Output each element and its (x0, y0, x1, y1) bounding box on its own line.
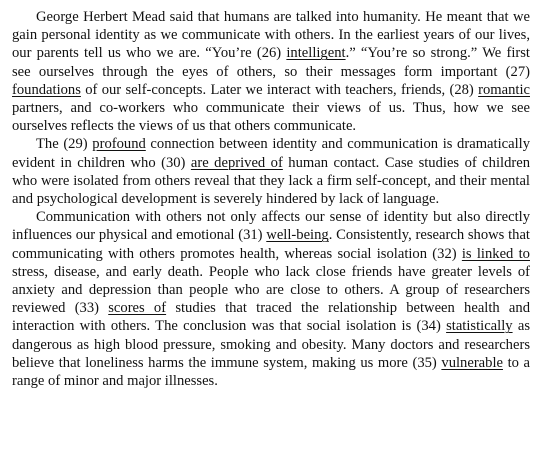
underlined-term-33: scores of (108, 300, 167, 317)
underlined-term-32: is linked to (461, 245, 530, 262)
text-segment: . Consistently, research shows that communicating with others promotes health, whereas social isolation (32) (12, 227, 530, 262)
text-segment: Communication with others not only affects our sense of identity but also directly influences our physical and emotional (31) (12, 209, 530, 244)
text-segment: studies that traced the relationship between health and interaction with others. The conclusion was that social isolation is (34) (12, 300, 530, 335)
text-segment: The (29) (36, 136, 93, 153)
underlined-term-30: are deprived of (190, 154, 283, 171)
underlined-term-35: vulnerable (441, 354, 503, 371)
text-segment: of our self-concepts. Later we interact with teachers, friends, (28) (80, 81, 479, 98)
paragraph-1 (12, 8, 530, 135)
underlined-term-28: romantic (478, 81, 530, 98)
underlined-term-34: statistically (446, 318, 513, 335)
underlined-term-26: intelligent (286, 45, 346, 62)
text-segment: connection between identity and communication is dramatically evident in children who (30) (12, 136, 530, 171)
text-segment: partners, and co-workers who communicate their views of us. Thus, how we see ourselves reflects the views of us that others communicate. (12, 100, 530, 135)
paragraph-2 (12, 135, 530, 208)
underlined-term-29: profound (92, 136, 146, 153)
text-segment: stress, disease, and early death. People who lack close friends have greater levels of anxiety and depression than people who are close to others. A group of researchers reviewed (33) (12, 263, 530, 317)
underlined-term-31: well-being (266, 227, 329, 244)
text-segment: human contact. Case studies of children who were isolated from others reveal that they lack a firm self-concept, and their mental and psychological development is severely hindered by lack of language. (12, 154, 530, 208)
paragraph-3 (12, 208, 530, 390)
passage (12, 8, 530, 390)
text-segment: to a range of minor and major illnesses. (12, 354, 530, 390)
text-segment: .” “You’re so strong.” We first see ourselves through the eyes of others, so their messages form important (27) (12, 45, 530, 80)
text-segment: George Herbert Mead said that humans are talked into humanity. He meant that we gain personal identity as we communicate with others. In the earliest years of our lives, our parents tell us who we are. “You’re (26) (12, 9, 530, 62)
text-segment: as dangerous as high blood pressure, smoking and obesity. Many doctors and researchers believe that loneliness harms the immune system, making us more (35) (12, 318, 530, 371)
underlined-term-27: foundations (12, 81, 81, 98)
